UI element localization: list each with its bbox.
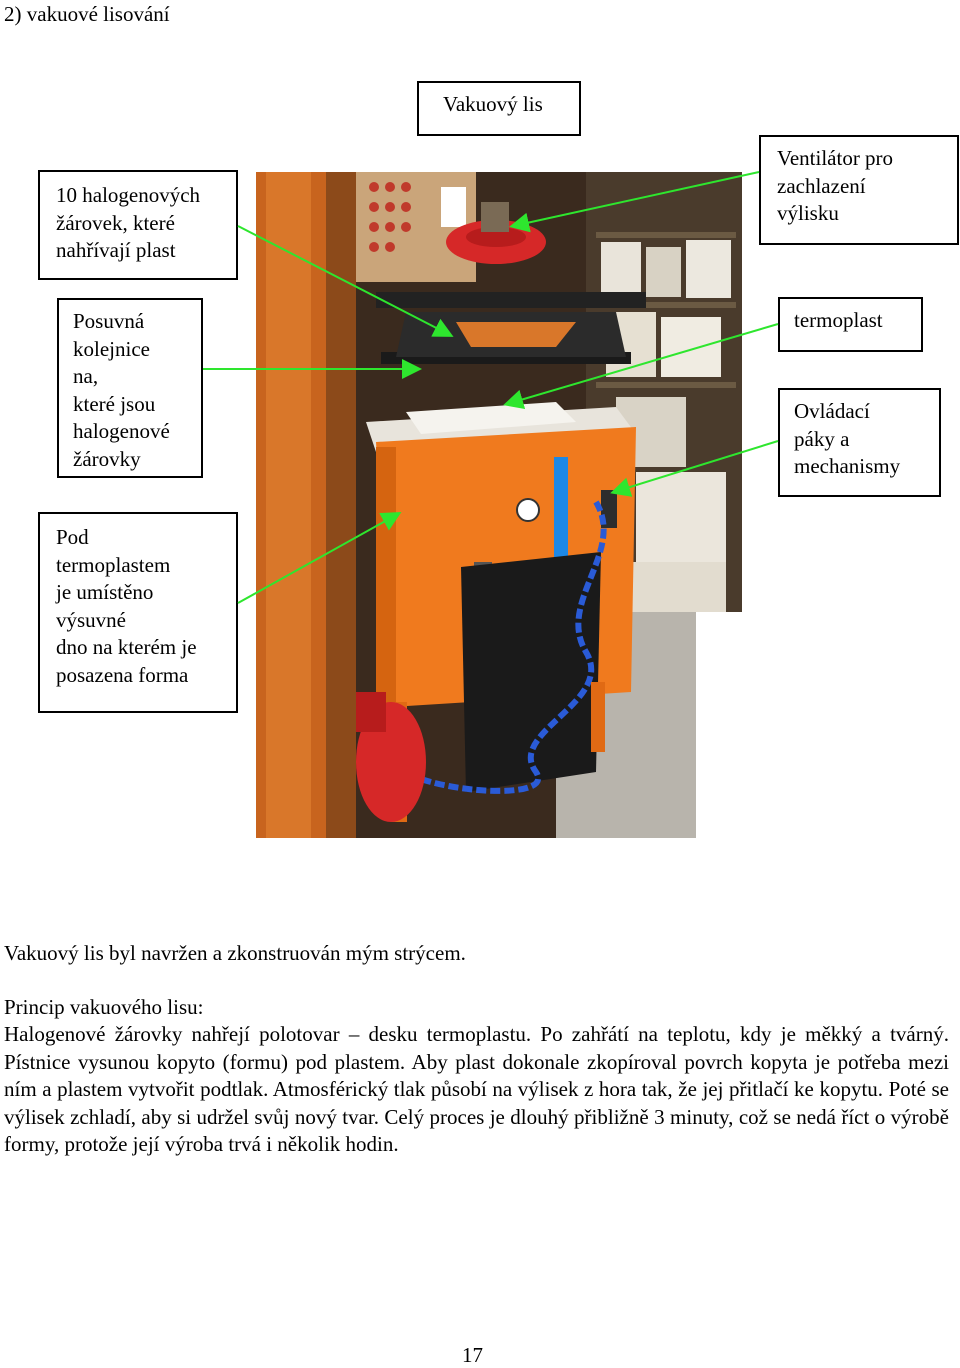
label-bottom-mold: Pod termoplastem je umístěno výsuvné dno na kterém je posazena forma xyxy=(38,512,238,713)
label-fan: Ventilátor pro zachlazení výlisku xyxy=(759,135,959,245)
paragraph-intro: Vakuový lis byl navržen a zkonstruován mým strýcem. xyxy=(4,941,466,965)
label-title: Vakuový lis xyxy=(417,81,581,136)
label-controls: Ovládací páky a mechanismy xyxy=(778,388,941,497)
label-thermoplast: termoplast xyxy=(778,297,923,352)
page-number: 17 xyxy=(462,1343,483,1367)
paragraph-principle-title: Princip vakuového lisu: xyxy=(4,995,204,1019)
label-halogen-bulbs: 10 halogenových žárovek, které nahřívají plast xyxy=(38,170,238,280)
label-sliding-rail: Posuvná kolejnice na, které jsou halogenové žárovky xyxy=(57,298,203,478)
vacuum-press-photo xyxy=(256,172,742,838)
section-heading: 2) vakuové lisování xyxy=(4,2,170,26)
paragraph-principle-body: Halogenové žárovky nahřejí polotovar – desku termoplastu. Po zahřátí na teplotu, kdy je měkký a tvárný. Pístnice vysunou kopyto (formu) pod plastem. Aby plast dokonale zkopíroval povrch kopyta je potřeba mezi ním a plastem vytvořit podtlak. Atmosférický tlak působí na výlisek z hora tak, že jej přitlačí ke kopytu. Poté se výlisek zchladí, aby si udržel svůj nový tvar. Celý proces je dlouhý přibližně 3 minuty, což se nedá říct o výrobě formy, protože její výroba trvá i několik hodin. xyxy=(4,1022,949,1156)
